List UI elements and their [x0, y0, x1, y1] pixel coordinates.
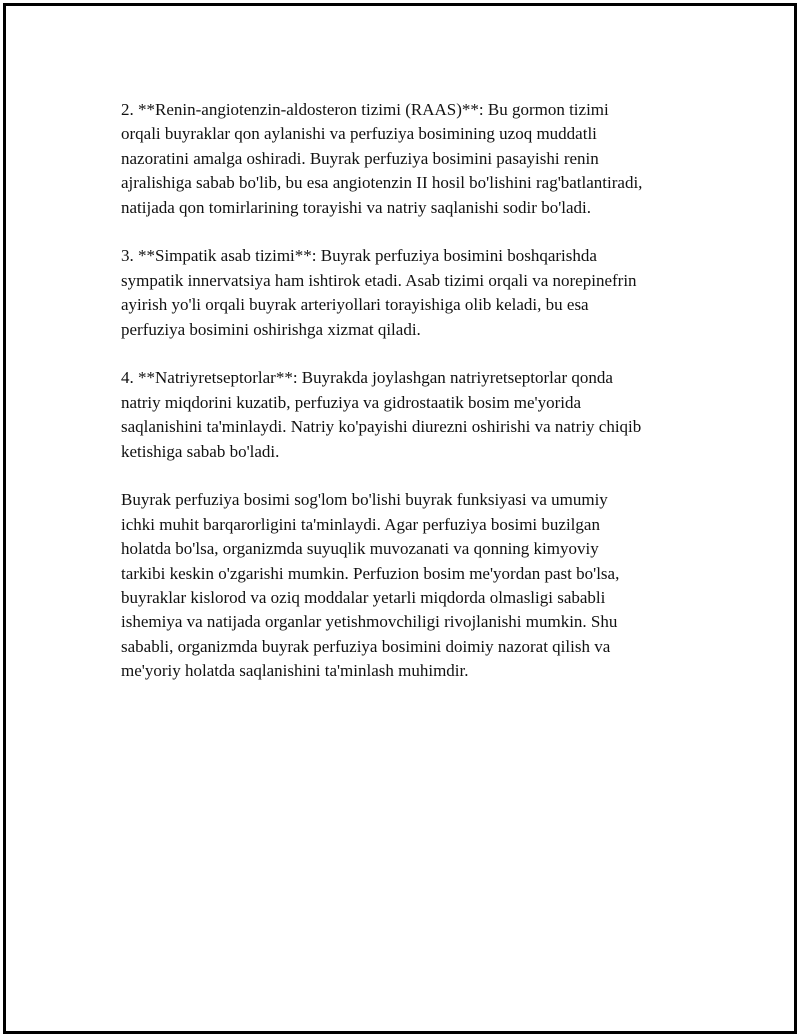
page-frame [3, 3, 797, 1034]
paragraph-sympathetic-nervous-system: 3. **Simpatik asab tizimi**: Buyrak perfuziya bosimini boshqarishda sympatik innervatsiya ham ishtirok etadi. Asab tizimi orqali va norepinefrin ayirish yo'li orqali buyrak arteriyollari torayishiga olib keladi, bu esa perfuziya bosimini oshirishga xizmat qiladi. [121, 246, 637, 339]
paragraph-raas: 2. **Renin-angiotenzin-aldosteron tizimi (RAAS)**: Bu gormon tizimi orqali buyraklar qon aylanishi va perfuziya bosimining uzoq muddatli nazoratini amalga oshiradi. Buyrak perfuziya bosimini pasayishi renin ajralishiga sabab bo'lib, bu esa angiotenzin II hosil bo'lishini rag'batlantiradi, natijada qon tomirlarining torayishi va natriy saqlanishi sodir bo'ladi. [121, 100, 643, 217]
paragraph-natriuretic-receptors: 4. **Natriyretseptorlar**: Buyrakda joylashgan natriyretseptorlar qonda natriy miqdorini kuzatib, perfuziya va gidrostaatik bosim me'yorida saqlanishini ta'minlaydi. Natriy ko'payishi diurezni oshirishi va natriy chiqib ketishiga sabab bo'ladi. [121, 368, 642, 461]
document-body [121, 98, 691, 708]
paragraph-conclusion: Buyrak perfuziya bosimi sog'lom bo'lishi buyrak funksiyasi va umumiy ichki muhit barqarorligini ta'minlaydi. Agar perfuziya bosimi buzilgan holatda bo'lsa, organizmda suyuqlik muvozanati va qonning kimyoviy tarkibi keskin o'zgarishi mumkin. Perfuzion bosim me'yordan past bo'lsa, buyraklar kislorod va oziq moddalar yetarli miqdorda olmasligi sababli ishemiya va natijada organlar yetishmovchiligi rivojlanishi mumkin. Shu sababli, organizmda buyrak perfuziya bosimini doimiy nazorat qilish va me'yoriy holatda saqlanishini ta'minlash muhimdir. [121, 490, 620, 681]
